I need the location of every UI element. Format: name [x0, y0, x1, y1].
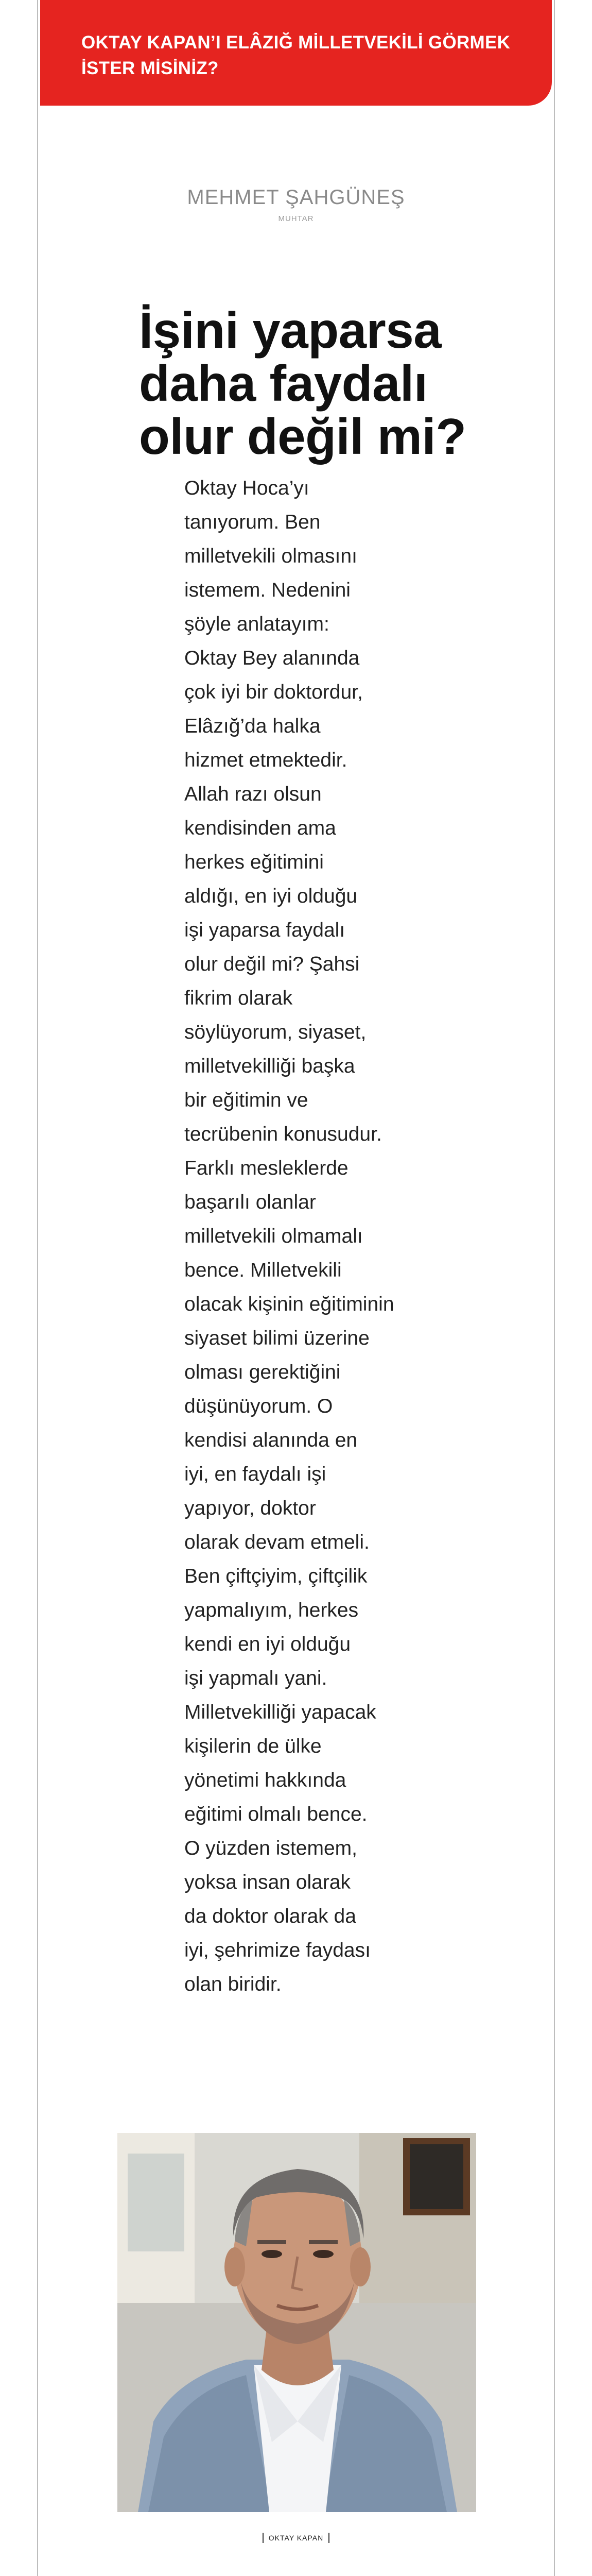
article-headline: İşini yaparsa daha faydalı olur değil mi? — [139, 302, 466, 465]
portrait-photo — [117, 2133, 476, 2512]
author-role: MUHTAR — [278, 214, 314, 223]
photo-caption-text: OKTAY KAPAN — [263, 2533, 329, 2543]
author-block — [0, 185, 592, 223]
article-body: Oktay Hoca’yı tanıyorum. Ben milletvekili olmasını istemem. Nedenini şöyle anlatayım: Oktay Bey alanında çok iyi bir doktordur, Elâzığ’da halka hizmet etmektedir. Allah razı olsun kendisinden ama herkes eğitimini aldığı, en iyi olduğu işi yaparsa faydalı olur değil mi? Şahsi fikrim olarak söylüyorum, siyaset, milletvekilliği başka bir eğitimin ve tecrübenin konusudur. Farklı mesleklerde başarılı olanlar milletvekili olmamalı bence. Milletvekili olacak kişinin eğitiminin siyaset bilimi üzerine olması gerektiğini düşünüyorum. O kendisi alanında en iyi, en faydalı işi yapıyor, doktor olarak devam etmeli. Ben çiftçiyim, çiftçilik yapmalıyım, herkes kendi en iyi olduğu işi yapmalı yani. Milletvekilliği yapacak kişilerin de ülke yönetimi hakkında eğitimi olmalı bence. O yüzden istemem, yoksa insan olarak da doktor olarak da iyi, şehrimize faydası olan biridir. — [184, 477, 394, 1995]
header-title: OKTAY KAPAN’I ELÂZIĞ MİLLETVEKİLİ GÖRMEK İSTER MİSİNİZ? — [81, 32, 511, 78]
header-banner — [40, 0, 552, 106]
portrait-illustration — [117, 2133, 476, 2512]
author-name: MEHMET ŞAHGÜNEŞ — [187, 186, 405, 209]
photo-caption — [0, 2534, 592, 2542]
